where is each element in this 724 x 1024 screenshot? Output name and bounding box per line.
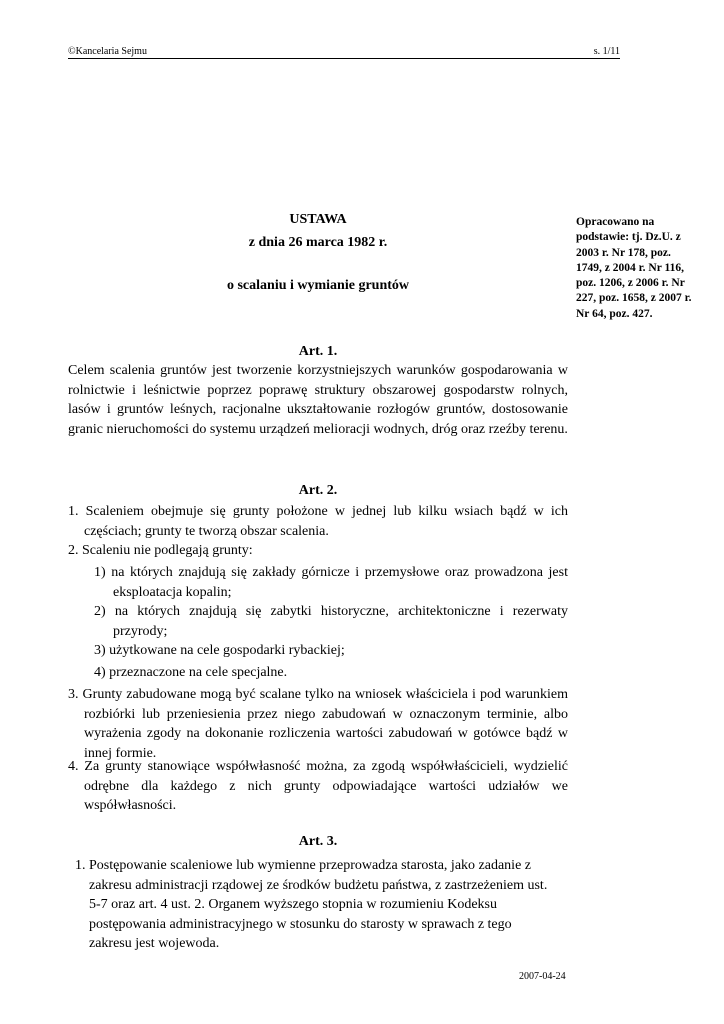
art2-paragraph-2: 2. Scaleniu nie podlegają grunty: xyxy=(68,543,253,558)
art1-text: Celem scalenia gruntów jest tworzenie korzystniejszych warunków gospodarowania w rolnictwie i leśnictwie poprzez poprawę struktury obszarowej gospodarstw rolnych, lasów i gruntów leśnych, racjonalne ukształtowanie rozłogów gruntów, dostosowanie granic nieruchomości do systemu urządzeń melioracji wodnych, dróg oraz rzeźby terenu. xyxy=(68,363,568,437)
art2-point-2: 2) na których znajdują się zabytki historyczne, architektoniczne i rezerwaty przyrody; xyxy=(94,604,568,639)
art2-point-1: 1) na których znajdują się zakłady górnicze i przemysłowe oraz prowadzona jest eksploatacja kopalin; xyxy=(94,565,568,600)
art2-point-4: 4) przeznaczone na cele specjalne. xyxy=(94,665,288,680)
sidebar-note: Opracowano na podstawie: tj. Dz.U. z 2003 r. Nr 178, poz. 1749, z 2004 r. Nr 116, poz. 1206, z 2006 r. Nr 227, poz. 1658, z 2007 r. Nr 64, poz. 427. xyxy=(576,216,692,320)
art2-point-3: 3) użytkowane na cele gospodarki rybackiej; xyxy=(94,643,345,658)
art1-heading: Art. 1. xyxy=(298,344,338,359)
art3-heading: Art. 3. xyxy=(298,834,338,849)
art3-paragraph-1: 1. Postępowanie scaleniowe lub wymienne przeprowadza starosta, jako zadanie z zakresu administracji rządowej ze środków budżetu państwa, z zastrzeżeniem ust. 5-7 oraz art. 4 ust. 2. Organem wyższego stopnia w rozumieniu Kodeksu postępowania administracyjnego w stosunku do starosty w sprawach z tego zakresu jest wojewoda. xyxy=(75,858,548,951)
act-type-title: USTAWA xyxy=(289,212,347,227)
art2-paragraph-3: 3. Grunty zabudowane mogą być scalane tylko na wniosek właściciela i pod warunkiem rozbiórki lub przeniesienia przez niego zabudowań w oznaczonym terminie, albo wyrażenia zgody na dokonanie rozliczenia wartości zabudowań w gotówce bądź w innej formie. xyxy=(68,687,568,761)
footer-date: 2007-04-24 xyxy=(519,971,566,982)
art2-paragraph-4: 4. Za grunty stanowiące współwłasność można, za zgodą współwłaścicieli, wydzielić odrębne dla każdego z nich grunty odpowiadające wartości udziałów we współwłasności. xyxy=(68,759,568,813)
header-source: ©Kancelaria Sejmu xyxy=(68,46,147,57)
act-date-title: z dnia 26 marca 1982 r. xyxy=(248,235,388,250)
page-header xyxy=(68,46,620,59)
art2-heading: Art. 2. xyxy=(298,483,338,498)
header-page-number: s. 1/11 xyxy=(593,46,620,57)
art2-paragraph-1: 1. Scaleniem obejmuje się grunty położone w jednej lub kilku wsiach bądź w ich częściach; grunty te tworzą obszar scalenia. xyxy=(68,504,568,539)
act-subject-title: o scalaniu i wymianie gruntów xyxy=(226,278,409,293)
